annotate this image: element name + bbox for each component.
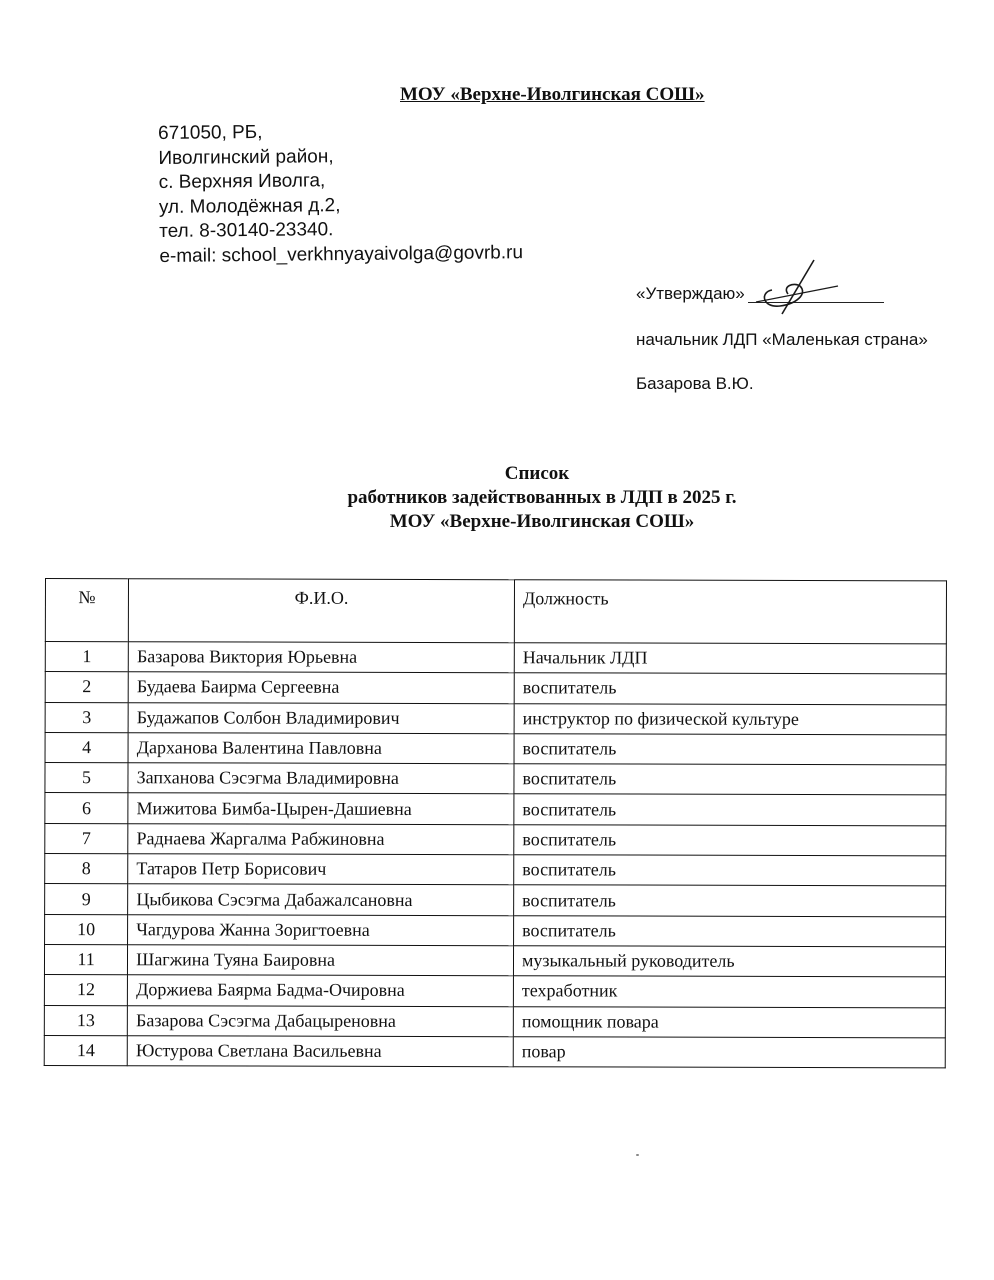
email-line: e-mail: school_verkhnyayaivolga@govrb.ru <box>159 241 524 267</box>
cell-position: техработник <box>513 976 945 1007</box>
cell-num: 1 <box>45 642 128 673</box>
table-body <box>44 642 946 1069</box>
table-row <box>45 823 946 856</box>
address-block <box>158 118 523 269</box>
cell-num: 12 <box>44 975 127 1006</box>
table-row <box>45 732 946 765</box>
approval-position: начальник ЛДП «Маленькая страна» <box>636 330 928 349</box>
cell-num: 7 <box>45 823 128 854</box>
cell-position: воспитатель <box>514 825 946 856</box>
cell-num: 3 <box>45 702 128 733</box>
cell-name: Юстурова Светлана Васильевна <box>127 1036 513 1067</box>
cell-position: музыкальный руководитель <box>513 946 945 977</box>
cell-name: Шагжина Туяна Баировна <box>128 945 514 976</box>
cell-num: 13 <box>44 1005 127 1036</box>
address-line: 671050, РБ, <box>158 121 263 144</box>
table-row <box>45 914 946 947</box>
table-row <box>44 975 945 1008</box>
cell-num: 4 <box>45 732 128 763</box>
signature-mark <box>752 256 842 316</box>
cell-name: Раднаева Жаргалма Рабжиновна <box>128 823 514 854</box>
cell-num: 8 <box>45 854 128 885</box>
column-header-name: Ф.И.О. <box>129 579 515 643</box>
cell-name: Цыбикова Сэсэгма Дабажалсановна <box>128 884 514 915</box>
table-row <box>44 1035 945 1068</box>
document-title <box>0 462 994 534</box>
cell-position: Начальник ЛДП <box>514 643 946 674</box>
cell-position: воспитатель <box>514 734 946 765</box>
cell-name: Доржиева Баярма Бадма-Очировна <box>128 975 514 1006</box>
cell-position: воспитатель <box>514 764 946 795</box>
table-row <box>45 642 946 675</box>
cell-name: Базарова Виктория Юрьевна <box>128 642 514 673</box>
cell-name: Чагдурова Жанна Зоригтоевна <box>128 914 514 945</box>
cell-name: Дарханова Валентина Павловна <box>128 733 514 764</box>
table-row <box>45 763 946 796</box>
ink-speck <box>636 1154 639 1156</box>
column-header-num: № <box>45 579 128 642</box>
cell-name: Будажапов Солбон Владимирович <box>128 702 514 733</box>
approval-name: Базарова В.Ю. <box>636 374 754 393</box>
cell-num: 10 <box>45 914 128 945</box>
cell-num: 14 <box>44 1035 127 1066</box>
approval-label: «Утверждаю» <box>636 284 745 303</box>
cell-position: инструктор по физической культуре <box>514 703 946 734</box>
organization-header: МОУ «Верхне-Иволгинская СОШ» <box>400 84 705 105</box>
cell-num: 2 <box>45 672 128 703</box>
cell-position: воспитатель <box>514 885 946 916</box>
table-header-row <box>45 579 946 644</box>
table-row <box>45 793 946 826</box>
cell-position: воспитатель <box>514 855 946 886</box>
cell-name: Запханова Сэсэгма Владимировна <box>128 763 514 794</box>
phone-line: тел. 8-30140-23340. <box>159 219 334 242</box>
table-row <box>44 944 945 977</box>
subtitle-line: работников задействованных в ЛДП в 2025 г. <box>347 487 737 508</box>
cell-position: воспитатель <box>514 794 946 825</box>
cell-name: Будаева Баирма Сергеевна <box>128 672 514 703</box>
cell-position: помощник повара <box>513 1006 945 1037</box>
address-line: с. Верхняя Иволга, <box>158 170 326 193</box>
table-row <box>45 854 946 887</box>
cell-name: Татаров Петр Борисович <box>128 854 514 885</box>
cell-position: повар <box>513 1037 945 1068</box>
address-line: Иволгинский район, <box>158 145 334 169</box>
cell-num: 11 <box>44 944 127 975</box>
column-header-position: Должность <box>514 580 946 644</box>
table-row <box>45 884 946 917</box>
staff-table <box>44 578 947 1069</box>
cell-position: воспитатель <box>514 915 946 946</box>
organization-title-line: МОУ «Верхне-Иволгинская СОШ» <box>389 511 695 532</box>
cell-position: воспитатель <box>514 673 946 704</box>
cell-num: 6 <box>45 793 128 824</box>
table-row <box>45 672 946 705</box>
cell-num: 9 <box>45 884 128 915</box>
cell-num: 5 <box>45 763 128 794</box>
title-line: Список <box>504 463 570 484</box>
cell-name: Мижитова Бимба-Цырен-Дашиевна <box>128 793 514 824</box>
table-row <box>44 1005 945 1038</box>
cell-name: Базарова Сэсэгма Дабацыреновна <box>127 1005 513 1036</box>
table-row <box>45 702 946 735</box>
address-line: ул. Молодёжная д.2, <box>158 194 341 218</box>
